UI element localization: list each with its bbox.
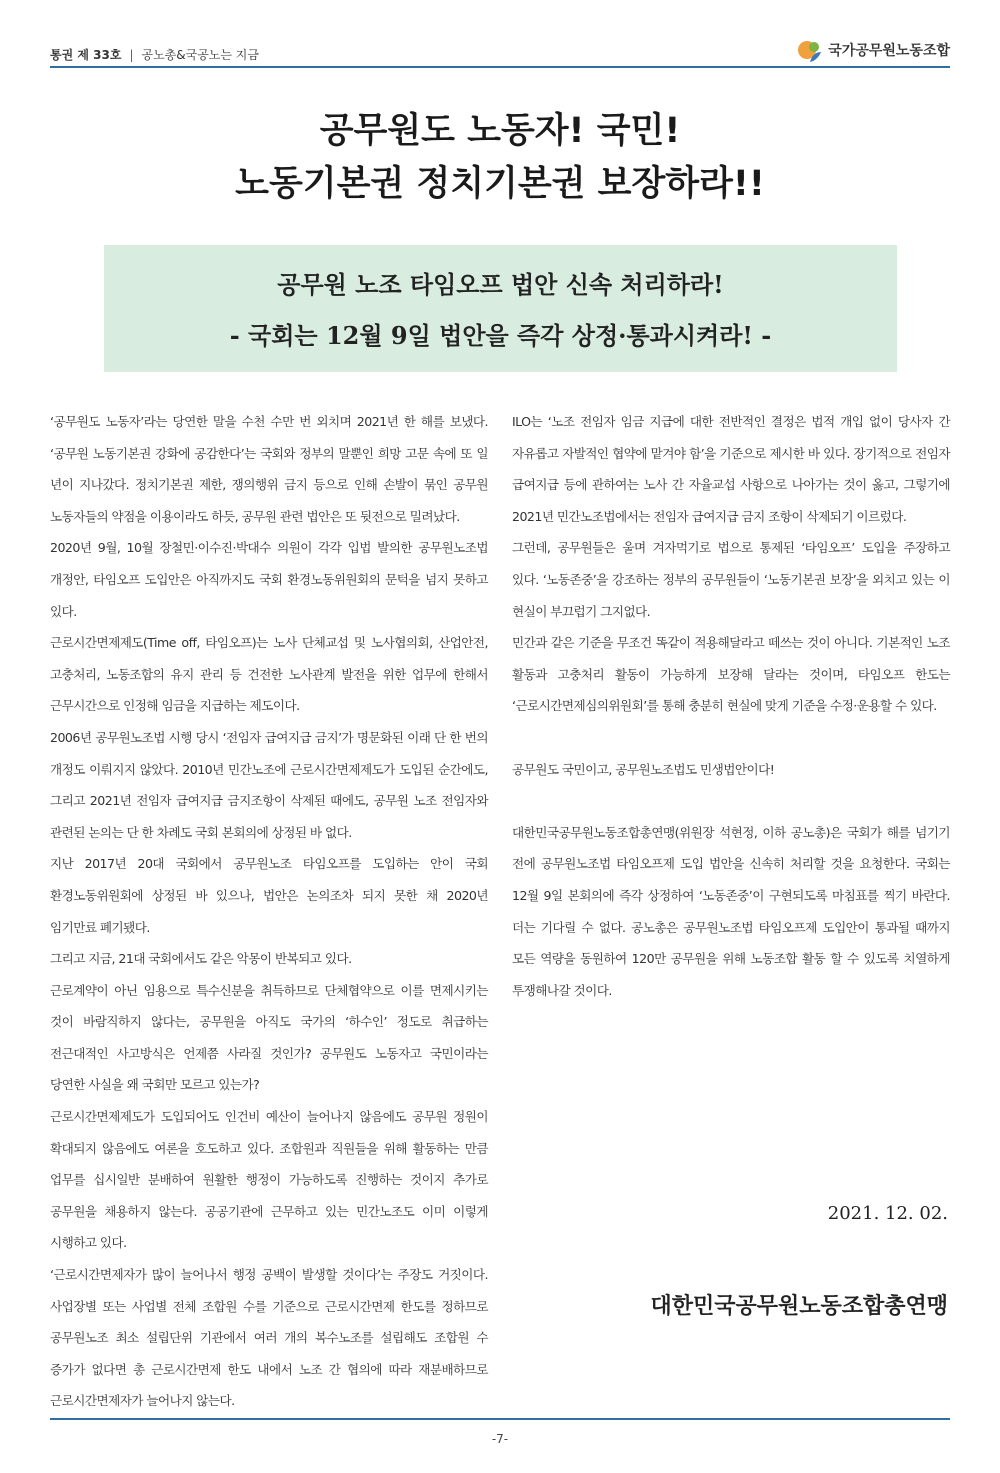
paragraph-spacer: [512, 722, 950, 754]
main-title-line-1: 공무원도 노동자! 국민!: [319, 111, 681, 151]
header-separator: |: [129, 48, 134, 62]
main-title-line-2: 노동기본권 정치기본권 보장하라!!: [235, 164, 765, 204]
paragraph: ‘근로시간면제자가 많이 늘어나서 행정 공백이 발생할 것이다’는 주장도 거짓이다. 사업장별 또는 사업별 전체 조합원 수를 기준으로 근로시간면제 한도를 정하므로 공무원노조 최소 설립단위 기관에서 여러 개의 복수노조를 설립해도 조합원 수 증가가 없다면 총 근로시간면제 한도 내에서 노조 간 협의에 따라 재분배하므로 근로시간면제자가 늘어나지 않는다.: [50, 1267, 488, 1409]
issue-number: 통권 제 33호: [50, 48, 122, 62]
paragraph: ‘공무원도 노동자’라는 당연한 말을 수천 수만 번 외치며 2021년 한 해를 보냈다. ‘공무원 노동기본권 강화에 공감한다’는 국회와 정부의 말뿐인 희망 고문 속에 또 일 년이 지나갔다. 정치기본권 제한, 쟁의행위 금지 등으로 인해 손발이 묶인 공무원 노동자들의 약점을 이용이라도 하듯, 공무원 관련 법안은 또 뒷전으로 밀려났다.: [50, 414, 488, 524]
paragraph-spacer: [512, 785, 950, 817]
logo-text: 국가공무원노동조합: [828, 43, 950, 59]
page-header: [50, 30, 950, 68]
paragraph: 2006년 공무원노조법 시행 당시 ‘전임자 급여지급 금지’가 명문화된 이래 단 한 번의 개정도 이뤄지지 않았다. 2010년 민간노조에 근로시간면제제도가 도입된 순간에도, 그리고 2021년 전임자 급여지급 금지조항이 삭제된 때에도, 공무원 노조 전임자와 관련된 논의는 단 한 차례도 국회 본회의에 상정된 바 없다.: [50, 729, 488, 840]
union-emblem-icon: [796, 36, 824, 64]
left-column: [50, 406, 488, 1417]
issue-info: [50, 46, 259, 63]
paragraph: 그런데, 공무원들은 울며 겨자먹기로 법으로 통제된 ‘타임오프’ 도입을 주장하고 있다. ‘노동존중’을 강조하는 정부의 공무원들이 ‘노동기본권 보장’을 외치고 있는 이 현실이 부끄럽기 그지없다.: [512, 540, 950, 619]
paragraph: 대한민국공무원노동조합총연맹(위원장 석현정, 이하 공노총)은 국회가 해를 넘기기 전에 공무원노조법 타임오프제 도입 법안을 신속히 처리할 것을 요청한다. 국회는 12월 9일 본회의에 즉각 상정하여 ‘노동존중’이 구현되도록 마침표를 찍기 바란다. 더는 기다릴 수 없다. 공노총은 공무원노조법 타임오프제 도입안이 통과될 때까지 모든 역량을 동원하여 120만 공무원을 위해 노동조합 활동 할 수 있도록 치열하게 투쟁해나갈 것이다.: [512, 824, 950, 998]
slogan-text: 공무원도 국민이고, 공무원노조법도 민생법안이다!: [512, 761, 775, 777]
section-name: 공노총&국공노는 지금: [141, 48, 259, 62]
footer-divider: [50, 1418, 950, 1420]
statement-date: 2021. 12. 02.: [827, 1203, 948, 1224]
paragraph: 근로시간면제제도가 도입되어도 인건비 예산이 늘어나지 않음에도 공무원 정원이 확대되지 않음에도 여론을 호도하고 있다. 조합원과 직원들을 위해 활동하는 만큼 업무를 십시일반 분배하여 원활한 행정이 가능하도록 진행하는 것이지 추가로 공무원을 채용하지 않는다. 공공기관에 근무하고 있는 민간노조도 이미 이렇게 시행하고 있다.: [50, 1109, 488, 1251]
subtitle-line-2: - 국회는 12월 9일 법안을 즉각 상정·통과시켜라! -: [229, 321, 772, 350]
paragraph: 2020년 9월, 10월 장철민·이수진·박대수 의원이 각각 입법 발의한 공무원노조법 개정안, 타임오프 도입안은 아직까지도 국회 환경노동위원회의 문턱을 넘지 못하고 있다.: [50, 540, 488, 619]
page-number: -7-: [491, 1432, 509, 1446]
union-logo: [796, 36, 950, 64]
subtitle-box: [104, 245, 897, 372]
subtitle-line-1: 공무원 노조 타임오프 법안 신속 처리하라!: [277, 270, 724, 299]
paragraph: 근로계약이 아닌 임용으로 특수신분을 취득하므로 단체협약으로 이를 면제시키는 것이 바람직하지 않다는, 공무원을 아직도 국가의 ‘하수인’ 정도로 취급하는 전근대적인 사고방식은 언제쯤 사라질 것인가? 공무원도 노동자고 국민이라는 당연한 사실을 왜 국회만 모르고 있는가?: [50, 982, 488, 1093]
paragraph: 근로시간면제제도(Time off, 타임오프)는 노사 단체교섭 및 노사협의회, 산업안전, 고충처리, 노동조합의 유지 관리 등 건전한 노사관계 발전을 위한 업무에 한해서 근무시간으로 인정해 임금을 지급하는 제도이다.: [50, 635, 488, 714]
paragraph: ILO는 ‘노조 전임자 임금 지급에 대한 전반적인 결정은 법적 개입 없이 당사자 간 자유롭고 자발적인 협약에 맡겨야 함’을 기준으로 제시한 바 있다. 장기적으로 전임자 급여지급 등에 관하여는 노사 간 자율교섭 사항으로 나아가는 것이 옳고, 그렇기에 2021년 민간노조법에서는 전임자 급여지급 금지 조항이 삭제되기 이르렀다.: [512, 414, 950, 524]
paragraph: 지난 2017년 20대 국회에서 공무원노조 타임오프를 도입하는 안이 국회 환경노동위원회에 상정된 바 있으나, 법안은 논의조차 되지 못한 채 2020년 임기만료 폐기됐다.: [50, 856, 488, 935]
signature-organization: 대한민국공무원노동조합총연맹: [650, 1293, 948, 1319]
paragraph: 민간과 같은 기준을 무조건 똑같이 적용해달라고 떼쓰는 것이 아니다. 기본적인 노조 활동과 고충처리 활동이 가능하게 보장해 달라는 것이며, 타임오프 한도는 ‘근로시간면제심의위원회’를 통해 충분히 현실에 맞게 기준을 수정·운용할 수 있다.: [512, 635, 950, 714]
right-column: [512, 406, 950, 1006]
paragraph: 그리고 지금, 21대 국회에서도 같은 악몽이 반복되고 있다.: [50, 951, 352, 967]
